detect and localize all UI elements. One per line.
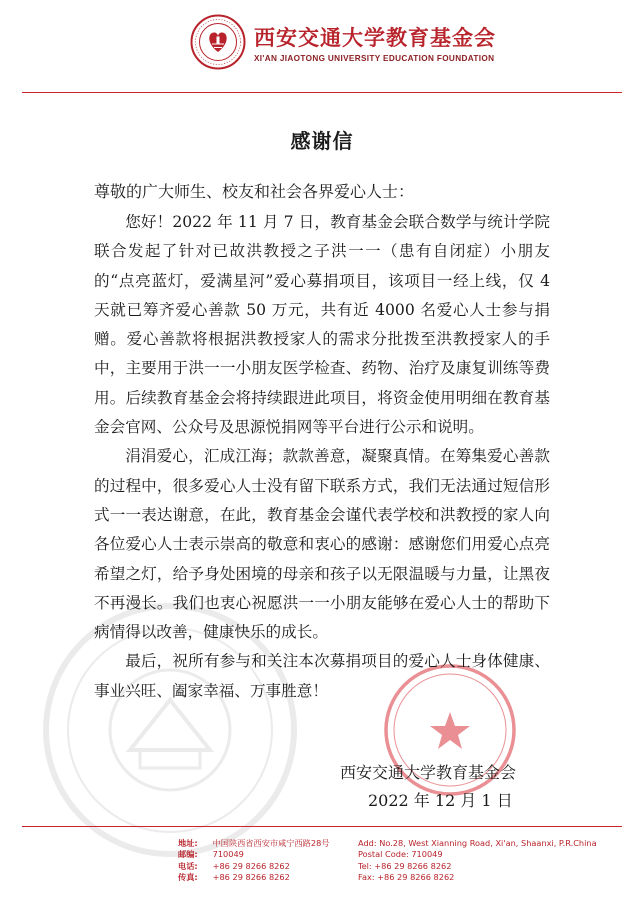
footer-divider <box>22 826 622 827</box>
letter-salutation: 尊敬的广大师生、校友和社会各界爱心人士： <box>94 182 415 201</box>
letterhead <box>0 0 644 92</box>
footer-address-en: Add: No.28, West Xianning Road, Xi'an, Shaanxi, P.R.China <box>358 838 597 848</box>
letter-body <box>94 208 550 706</box>
signature-date: 2022 年 12 月 1 日 <box>368 791 513 810</box>
footer-contact-cn <box>178 838 329 883</box>
header-divider <box>22 92 622 93</box>
letter-title: 感谢信 <box>290 129 354 153</box>
footer-contact-en <box>358 838 597 883</box>
letter-paragraph: 涓涓爱心，汇成江海；款款善意，凝聚真情。在筹集爱心善款的过程中，很多爱心人士没有留下联系方式，我们无法通过短信形式一一表达谢意，在此，教育基金会谨代表学校和洪教授的家人向各位爱心人士表示崇高的敬意和衷心的感谢：感谢您们用爱心点亮希望之灯，给予身处困境的母亲和孩子以无限温暖与力量，让黑夜不再漫长。我们也衷心祝愿洪一一小朋友能够在爱心人士的帮助下病情得以改善，健康快乐的成长。 <box>94 447 550 642</box>
foundation-name-en: XI'AN JIAOTONG UNIVERSITY EDUCATION FOUNDATION <box>254 54 495 63</box>
signature-organization: 西安交通大学教育基金会 <box>340 763 517 782</box>
footer-postcode-en: Postal Code: 710049 <box>358 849 443 860</box>
footer-postcode-cn: 邮编: 710049 <box>178 849 244 860</box>
footer-phone-cn: 电话: +86 29 8266 8262 <box>178 860 290 871</box>
footer-phone-en: Tel: +86 29 8266 8262 <box>358 860 452 871</box>
university-seal-logo <box>190 14 246 70</box>
letter-paragraph: 您好！2022 年 11 月 7 日，教育基金会联合数学与统计学院联合发起了针对已故洪教授之子洪一一（患有自闭症）小朋友的“点亮蓝灯，爱满星河”爱心募捐项目，该项目一经上线，仅 4 天就已筹齐爱心善款 50 万元，共有近 4000 名爱心人士参与捐赠。爱心善款将根据洪教授家人的需求分批拨至洪教授家人的手中，主要用于洪一一小朋友医学检查、药物、治疗及康复训练等费用。后续教育基金会将持续跟进此项目，将资金使用明细在教育基金会官网、公众号及思源悦捐网等平台进行公示和说明。 <box>94 213 550 437</box>
foundation-name-cn: 西安交通大学教育基金会 <box>254 26 496 50</box>
footer-fax-en: Fax: +86 29 8266 8262 <box>358 871 455 882</box>
footer-fax-cn: 传真: +86 29 8266 8262 <box>178 871 290 882</box>
letter-paragraph: 最后，祝所有参与和关注本次募捐项目的爱心人士身体健康、事业兴旺、阖家幸福、万事胜意！ <box>94 652 550 700</box>
footer-address-cn: 地址: 中国陕西省西安市咸宁西路28号 <box>178 838 330 848</box>
